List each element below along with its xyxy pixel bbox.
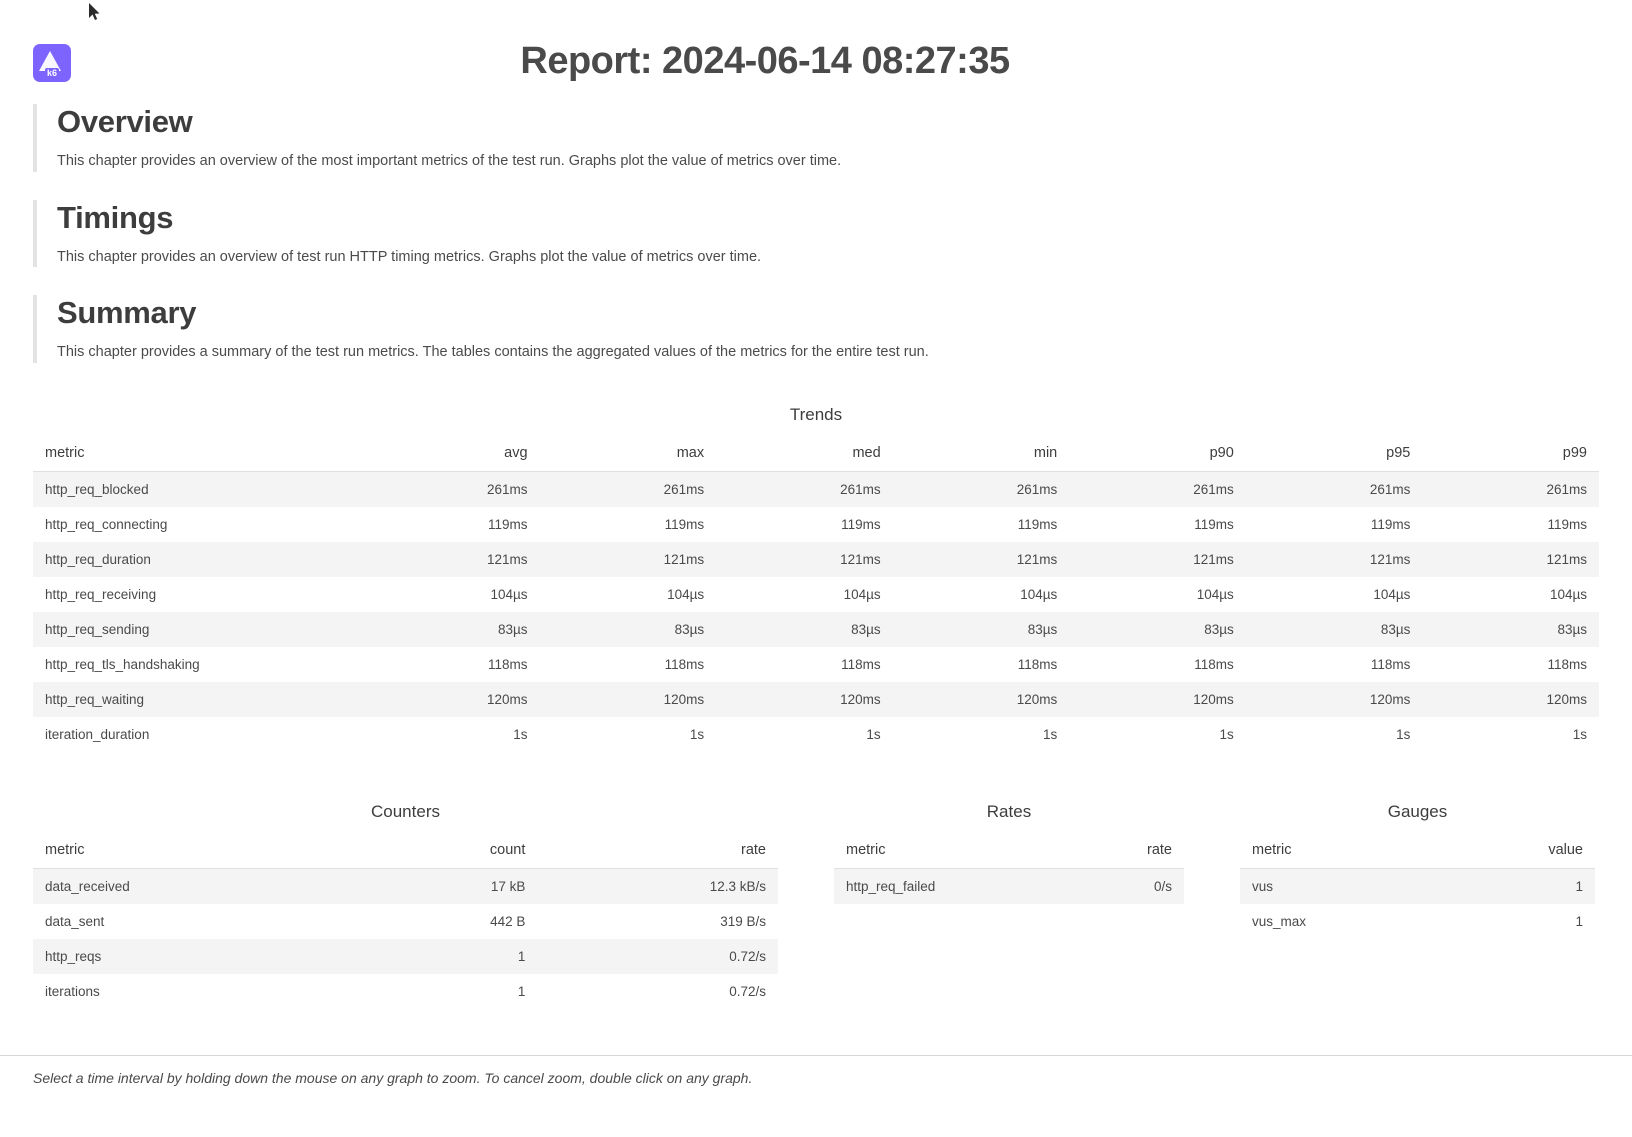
table-cell-value: 120ms (1546, 691, 1587, 707)
table-cell-value: 118ms (664, 656, 705, 672)
table-cell-value: 1s (689, 726, 705, 742)
rates-block (834, 802, 1184, 904)
table-cell-value: 1s (1572, 726, 1587, 742)
table-cell-value: 120ms (1016, 691, 1058, 707)
table-row (834, 868, 1184, 904)
page-title: Report: 2024-06-14 08:27:35 (520, 40, 1010, 82)
table-cell-value: 118ms (488, 656, 528, 672)
table-cell-metric: vus (1252, 878, 1274, 894)
chapter-overview (33, 104, 1592, 172)
rates-table-body (834, 868, 1184, 904)
table-cell-metric: iterations (45, 983, 100, 999)
table-header-row (33, 836, 778, 869)
trends-col-avg: avg (363, 439, 540, 472)
gauges-block (1240, 802, 1595, 939)
table-cell-metric: http_req_tls_handshaking (45, 656, 200, 672)
table-header-row (1240, 836, 1595, 869)
table-cell-value: 83µs (1557, 621, 1587, 637)
trends-table (33, 439, 1599, 752)
table-cell-metric: http_reqs (45, 948, 102, 964)
rates-col-rate: rate (1078, 836, 1184, 869)
table-cell-value: 83µs (851, 621, 881, 637)
table-cell-value: 119ms (841, 516, 881, 532)
table-cell-value: 121ms (1016, 551, 1058, 567)
trends-col-metric: metric (33, 439, 363, 472)
footer-note: Select a time interval by holding down the mouse on any graph to zoom. To cancel zoom, double click on any graph. (0, 1055, 1632, 1104)
svg-text:k6: k6 (46, 68, 58, 78)
rates-table (834, 836, 1184, 904)
table-row (33, 507, 1599, 542)
table-row (33, 682, 1599, 717)
table-cell-value: 261ms (1193, 481, 1234, 497)
table-cell-metric: vus_max (1252, 913, 1307, 929)
chapter-summary (33, 295, 1592, 363)
trends-col-max: max (540, 439, 717, 472)
table-cell-value: 261ms (840, 481, 881, 497)
table-cell-value: 83µs (674, 621, 705, 637)
table-cell-value: 119ms (1017, 516, 1058, 532)
table-cell-metric: data_sent (45, 913, 105, 929)
trends-col-p95: p95 (1246, 439, 1423, 472)
table-cell-value: 1 (517, 983, 526, 999)
table-row (33, 647, 1599, 682)
report-header (0, 0, 1632, 104)
chapter-summary-text: This chapter provides a summary of the test run metrics. The tables contains the aggregated values of the metrics for the entire test run. (57, 344, 929, 361)
counters-col-rate: rate (537, 836, 778, 869)
chapter-timings (33, 200, 1592, 268)
table-cell-value: 261ms (1546, 481, 1587, 497)
table-cell-value: 119ms (1194, 516, 1234, 532)
table-cell-metric: http_req_blocked (45, 481, 149, 497)
table-cell-value: 83µs (1027, 621, 1058, 637)
table-cell-value: 120ms (487, 691, 528, 707)
trends-block (33, 405, 1599, 752)
table-cell-value: 104µs (1196, 586, 1234, 602)
gauges-caption: Gauges (1387, 801, 1448, 821)
table-cell-value: 120ms (1369, 691, 1411, 707)
table-cell-value: 121ms (1193, 551, 1234, 567)
table-cell-value: 119ms (664, 516, 705, 532)
table-cell-metric: http_req_receiving (45, 586, 157, 602)
summary-tables (0, 405, 1632, 1009)
table-cell-value: 0.72/s (729, 948, 766, 964)
table-cell-value: 120ms (840, 691, 881, 707)
table-cell-value: 17 kB (490, 878, 526, 894)
chapter-summary-heading: Summary (57, 295, 197, 331)
table-row (33, 974, 778, 1009)
gauges-table (1240, 836, 1595, 939)
table-cell-value: 104µs (490, 586, 528, 602)
table-cell-value: 121ms (1369, 551, 1411, 567)
table-cell-value: 118ms (1194, 656, 1234, 672)
table-cell-value: 1s (866, 726, 881, 742)
bottom-tables (33, 802, 1599, 1009)
table-cell-value: 119ms (488, 516, 528, 532)
counters-col-count: count (359, 836, 537, 869)
trends-col-p99: p99 (1422, 439, 1599, 472)
table-cell-value: 261ms (663, 481, 705, 497)
counters-table-body (33, 868, 778, 1009)
counters-block (33, 802, 778, 1009)
k6-logo-icon (33, 44, 71, 82)
table-cell-value: 1s (1396, 726, 1411, 742)
counters-caption: Counters (371, 801, 440, 821)
trends-col-med: med (716, 439, 893, 472)
table-header-row (33, 439, 1599, 472)
table-cell-value: 0/s (1153, 878, 1172, 894)
table-cell-value: 261ms (1369, 481, 1411, 497)
table-cell-value: 1 (1575, 913, 1583, 929)
table-row (1240, 868, 1595, 904)
table-cell-value: 104µs (1549, 586, 1587, 602)
trends-table-head (33, 439, 1599, 472)
trends-table-body (33, 471, 1599, 752)
chapter-overview-text: This chapter provides an overview of the most important metrics of the test run. Graphs plot the value of metrics over time. (57, 153, 842, 169)
trends-col-p90: p90 (1069, 439, 1246, 472)
chapter-timings-text: This chapter provides an overview of test run HTTP timing metrics. Graphs plot the value of metrics over time. (57, 248, 762, 265)
table-row (33, 612, 1599, 647)
table-cell-metric: http_req_duration (45, 551, 151, 567)
table-cell-value: 121ms (487, 551, 528, 567)
chapter-overview-heading: Overview (57, 104, 193, 139)
gauges-col-metric: metric (1240, 836, 1443, 869)
table-cell-value: 261ms (1016, 481, 1058, 497)
table-row (33, 939, 778, 974)
table-cell-value: 1 (1575, 878, 1583, 894)
table-cell-value: 83µs (1204, 621, 1234, 637)
rates-table-head (834, 836, 1184, 869)
table-cell-value: 120ms (663, 691, 705, 707)
table-cell-value: 12.3 kB/s (709, 878, 766, 894)
table-cell-value: 104µs (1373, 586, 1411, 602)
table-cell-value: 261ms (487, 481, 528, 497)
table-cell-value: 121ms (840, 551, 881, 567)
table-cell-value: 83µs (1380, 621, 1411, 637)
table-cell-metric: http_req_connecting (45, 516, 168, 532)
rates-col-metric: metric (834, 836, 1078, 869)
table-cell-value: 1 (517, 948, 526, 964)
table-row (33, 717, 1599, 752)
table-cell-value: 104µs (667, 586, 705, 602)
table-cell-metric: iteration_duration (45, 726, 150, 742)
table-header-row (834, 836, 1184, 869)
table-cell-metric: http_req_sending (45, 621, 150, 637)
table-row (1240, 904, 1595, 939)
table-row (33, 904, 778, 939)
counters-table (33, 836, 778, 1009)
table-row (33, 542, 1599, 577)
counters-col-metric: metric (33, 836, 359, 869)
gauges-table-body (1240, 868, 1595, 939)
counters-table-head (33, 836, 778, 869)
table-cell-metric: http_req_waiting (45, 691, 145, 707)
table-cell-value: 0.72/s (729, 983, 766, 999)
table-row (33, 868, 778, 904)
gauges-col-value: value (1443, 836, 1595, 869)
table-row (33, 577, 1599, 612)
table-cell-value: 104µs (843, 586, 881, 602)
table-cell-value: 1s (1219, 726, 1234, 742)
trends-caption: Trends (789, 404, 843, 424)
table-cell-value: 83µs (498, 621, 528, 637)
table-cell-metric: data_received (45, 878, 130, 894)
table-cell-value: 1s (1042, 726, 1058, 742)
table-cell-value: 121ms (1546, 551, 1587, 567)
table-cell-value: 118ms (841, 656, 881, 672)
table-cell-value: 104µs (1020, 586, 1058, 602)
table-cell-value: 120ms (1193, 691, 1234, 707)
trends-col-min: min (893, 439, 1070, 472)
rates-caption: Rates (986, 801, 1032, 821)
table-cell-value: 119ms (1370, 516, 1411, 532)
table-row (33, 471, 1599, 507)
table-cell-value: 121ms (663, 551, 705, 567)
chapter-list (0, 104, 1632, 363)
table-cell-value: 118ms (1547, 656, 1587, 672)
table-cell-value: 118ms (1370, 656, 1411, 672)
table-cell-metric: http_req_failed (846, 878, 936, 894)
gauges-table-head (1240, 836, 1595, 869)
table-cell-value: 319 B/s (720, 913, 766, 929)
table-cell-value: 119ms (1547, 516, 1587, 532)
table-cell-value: 442 B (490, 913, 526, 929)
chapter-timings-heading: Timings (57, 199, 174, 235)
table-cell-value: 118ms (1017, 656, 1058, 672)
table-cell-value: 1s (513, 726, 528, 742)
